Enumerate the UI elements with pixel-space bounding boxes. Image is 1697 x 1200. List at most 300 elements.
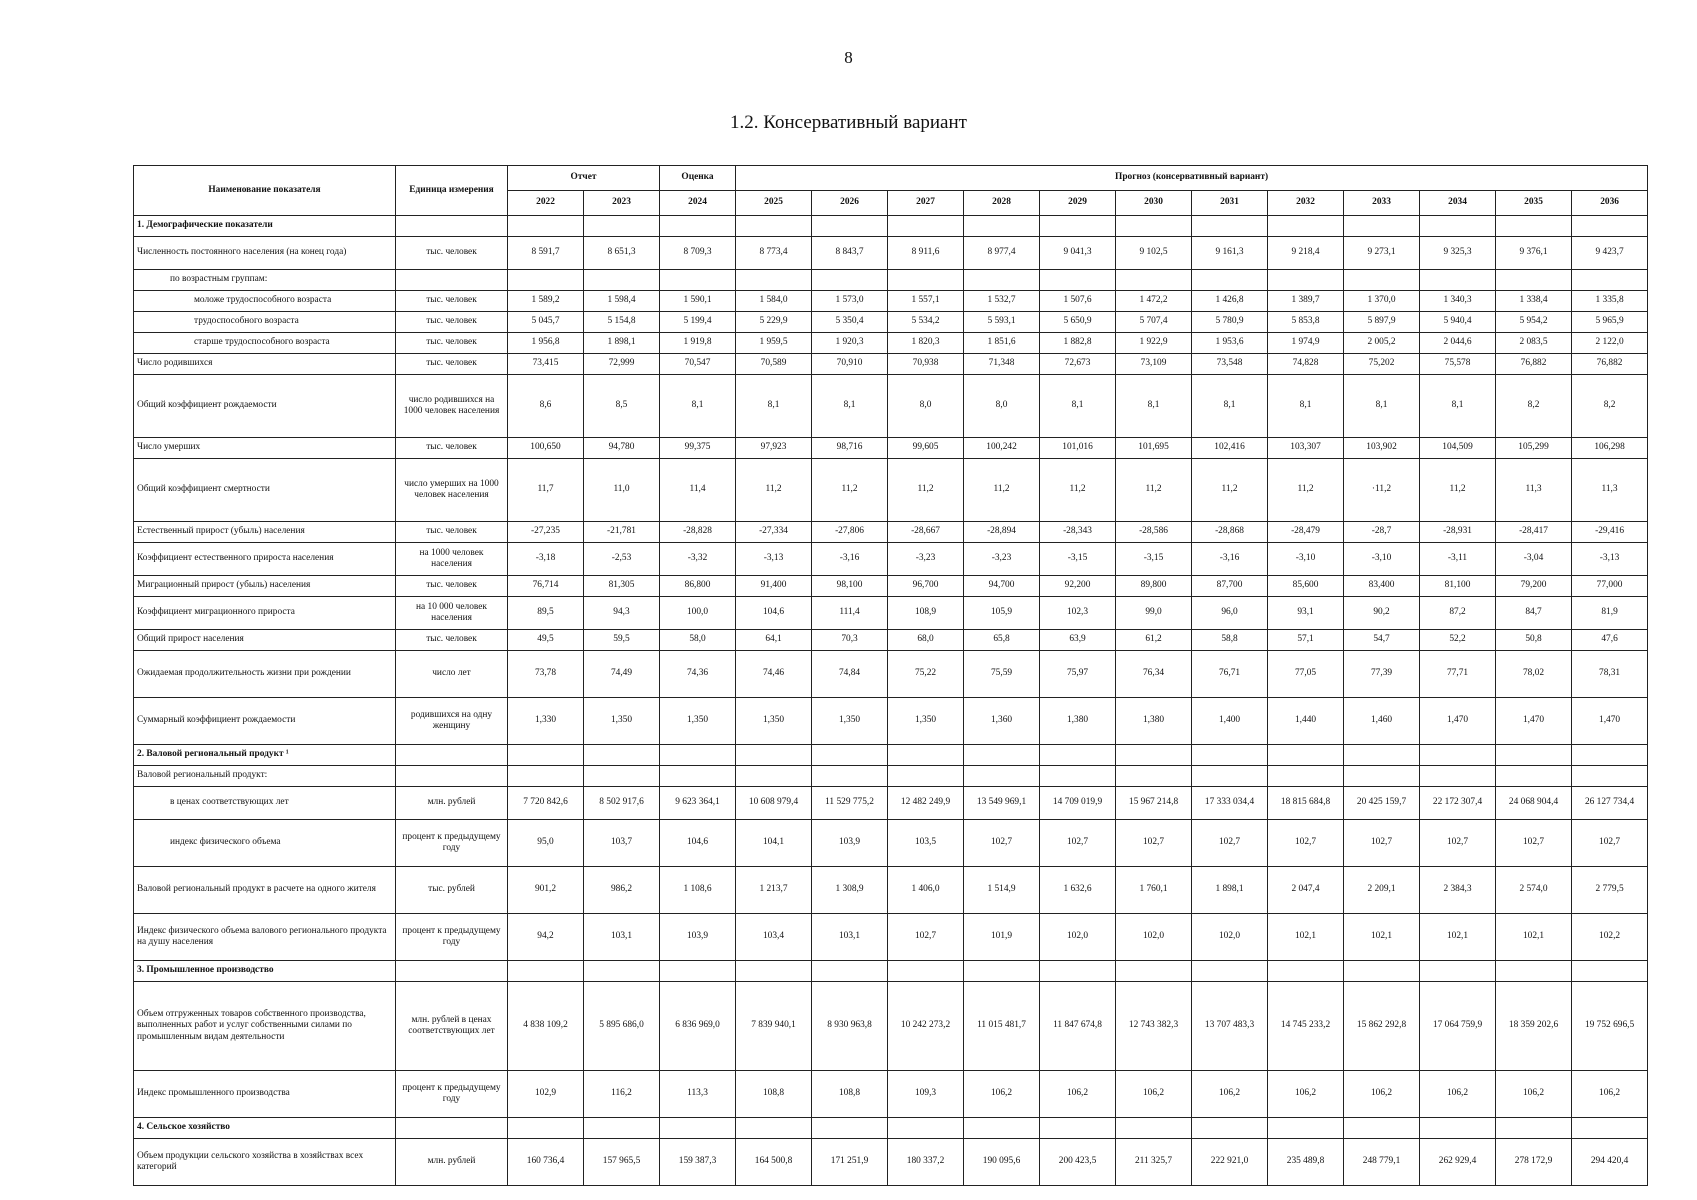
value-cell xyxy=(1496,1118,1572,1139)
value-cell: 1 370,0 xyxy=(1344,291,1420,312)
value-cell: -3,13 xyxy=(1572,543,1648,576)
value-cell: 8,1 xyxy=(1116,375,1192,438)
value-cell: 98,100 xyxy=(812,576,888,597)
indicator-name: Общий коэффициент смертности xyxy=(134,459,396,522)
value-cell: 8,2 xyxy=(1572,375,1648,438)
value-cell: 9 218,4 xyxy=(1268,237,1344,270)
table-row xyxy=(134,787,1648,820)
value-cell xyxy=(1420,961,1496,982)
header-year: 2033 xyxy=(1344,191,1420,216)
value-cell: 5 534,2 xyxy=(888,312,964,333)
value-cell: 1,360 xyxy=(964,698,1040,745)
value-cell: 294 420,4 xyxy=(1572,1139,1648,1186)
value-cell: 102,1 xyxy=(1268,914,1344,961)
value-cell xyxy=(888,270,964,291)
value-cell: 94,2 xyxy=(508,914,584,961)
value-cell: 18 359 202,6 xyxy=(1496,982,1572,1071)
table-row xyxy=(134,270,1648,291)
value-cell: 15 967 214,8 xyxy=(1116,787,1192,820)
indicator-name: по возрастным группам: xyxy=(134,270,396,291)
value-cell: 74,84 xyxy=(812,651,888,698)
value-cell xyxy=(1192,766,1268,787)
value-cell: 106,2 xyxy=(1344,1071,1420,1118)
value-cell: 8,1 xyxy=(1040,375,1116,438)
value-cell: 1,380 xyxy=(1040,698,1116,745)
indicator-name: Суммарный коэффициент рождаемости xyxy=(134,698,396,745)
value-cell: 1 108,6 xyxy=(660,867,736,914)
unit-cell xyxy=(396,270,508,291)
value-cell: 64,1 xyxy=(736,630,812,651)
value-cell xyxy=(1344,745,1420,766)
indicator-name: Численность постоянного населения (на конец года) xyxy=(134,237,396,270)
value-cell: 108,9 xyxy=(888,597,964,630)
value-cell: 102,7 xyxy=(1192,820,1268,867)
value-cell: 1,470 xyxy=(1420,698,1496,745)
value-cell: 1,440 xyxy=(1268,698,1344,745)
unit-cell: тыс. человек xyxy=(396,630,508,651)
value-cell: 9 102,5 xyxy=(1116,237,1192,270)
value-cell: -3,10 xyxy=(1344,543,1420,576)
value-cell xyxy=(1420,216,1496,237)
value-cell: 8,2 xyxy=(1496,375,1572,438)
value-cell: 91,400 xyxy=(736,576,812,597)
value-cell: -3,15 xyxy=(1116,543,1192,576)
indicator-name: Коэффициент естественного прироста населения xyxy=(134,543,396,576)
table-row xyxy=(134,237,1648,270)
value-cell: 5 897,9 xyxy=(1344,312,1420,333)
value-cell: 8,1 xyxy=(1268,375,1344,438)
table-row xyxy=(134,651,1648,698)
value-cell xyxy=(1116,745,1192,766)
value-cell xyxy=(888,745,964,766)
value-cell: 24 068 904,4 xyxy=(1496,787,1572,820)
value-cell: 103,5 xyxy=(888,820,964,867)
value-cell xyxy=(888,216,964,237)
value-cell xyxy=(736,1118,812,1139)
value-cell: 8 930 963,8 xyxy=(812,982,888,1071)
value-cell: 89,5 xyxy=(508,597,584,630)
value-cell: 102,0 xyxy=(1116,914,1192,961)
table-row xyxy=(134,914,1648,961)
value-cell: 8,0 xyxy=(888,375,964,438)
unit-cell: процент к предыдущему году xyxy=(396,914,508,961)
table-row xyxy=(134,698,1648,745)
header-report: Отчет xyxy=(508,166,660,191)
value-cell: 11,3 xyxy=(1572,459,1648,522)
value-cell: 17 064 759,9 xyxy=(1420,982,1496,1071)
value-cell: 14 709 019,9 xyxy=(1040,787,1116,820)
value-cell: -3,23 xyxy=(964,543,1040,576)
value-cell: 76,714 xyxy=(508,576,584,597)
value-cell: 89,800 xyxy=(1116,576,1192,597)
value-cell xyxy=(1268,270,1344,291)
indicator-name: Общий прирост населения xyxy=(134,630,396,651)
value-cell: 93,1 xyxy=(1268,597,1344,630)
value-cell: -3,11 xyxy=(1420,543,1496,576)
value-cell: 73,548 xyxy=(1192,354,1268,375)
value-cell: 102,1 xyxy=(1420,914,1496,961)
value-cell: 8,0 xyxy=(964,375,1040,438)
table-row xyxy=(134,1071,1648,1118)
value-cell: 103,9 xyxy=(812,820,888,867)
value-cell: 14 745 233,2 xyxy=(1268,982,1344,1071)
value-cell: 8 773,4 xyxy=(736,237,812,270)
value-cell: 87,2 xyxy=(1420,597,1496,630)
section-title: 1. Демографические показатели xyxy=(134,216,396,237)
value-cell xyxy=(1268,1118,1344,1139)
value-cell: 20 425 159,7 xyxy=(1344,787,1420,820)
header-year: 2024 xyxy=(660,191,736,216)
value-cell xyxy=(508,270,584,291)
value-cell xyxy=(660,745,736,766)
table-row xyxy=(134,354,1648,375)
indicator-name: Валовой региональный продукт в расчете на одного жителя xyxy=(134,867,396,914)
unit-cell: млн. рублей xyxy=(396,787,508,820)
value-cell xyxy=(1040,216,1116,237)
value-cell xyxy=(1344,961,1420,982)
value-cell xyxy=(736,745,812,766)
value-cell: 103,1 xyxy=(812,914,888,961)
value-cell xyxy=(1344,1118,1420,1139)
value-cell: 92,200 xyxy=(1040,576,1116,597)
value-cell: 102,7 xyxy=(1344,820,1420,867)
unit-cell: тыс. человек xyxy=(396,333,508,354)
value-cell: -28,479 xyxy=(1268,522,1344,543)
value-cell: 18 815 684,8 xyxy=(1268,787,1344,820)
value-cell xyxy=(1572,270,1648,291)
section-row xyxy=(134,745,1648,766)
value-cell: 1,470 xyxy=(1496,698,1572,745)
value-cell: 11 015 481,7 xyxy=(964,982,1040,1071)
value-cell: 50,8 xyxy=(1496,630,1572,651)
value-cell: 9 423,7 xyxy=(1572,237,1648,270)
value-cell: 11,2 xyxy=(736,459,812,522)
value-cell: 99,605 xyxy=(888,438,964,459)
table-row xyxy=(134,1139,1648,1186)
value-cell: 96,0 xyxy=(1192,597,1268,630)
value-cell xyxy=(1040,1118,1116,1139)
value-cell: 6 836 969,0 xyxy=(660,982,736,1071)
table-body xyxy=(134,216,1648,1186)
value-cell: 11 847 674,8 xyxy=(1040,982,1116,1071)
value-cell xyxy=(1420,766,1496,787)
value-cell: 1 919,8 xyxy=(660,333,736,354)
value-cell: 262 929,4 xyxy=(1420,1139,1496,1186)
value-cell: 157 965,5 xyxy=(584,1139,660,1186)
value-cell xyxy=(1268,745,1344,766)
indicator-name: Объем отгруженных товаров собственного производства, выполненных работ и услуг собственными силами по промышленным видам деятельности xyxy=(134,982,396,1071)
value-cell xyxy=(1420,745,1496,766)
value-cell: 1 598,4 xyxy=(584,291,660,312)
value-cell: 8,1 xyxy=(1420,375,1496,438)
value-cell: 100,650 xyxy=(508,438,584,459)
header-unit: Единица измерения xyxy=(396,166,508,216)
value-cell: 47,6 xyxy=(1572,630,1648,651)
value-cell: 8,1 xyxy=(736,375,812,438)
value-cell: 11,2 xyxy=(1116,459,1192,522)
value-cell xyxy=(1496,270,1572,291)
value-cell: 77,000 xyxy=(1572,576,1648,597)
value-cell xyxy=(1040,745,1116,766)
value-cell: 102,0 xyxy=(1192,914,1268,961)
value-cell: 102,416 xyxy=(1192,438,1268,459)
table-row xyxy=(134,597,1648,630)
value-cell: 102,9 xyxy=(508,1071,584,1118)
value-cell: 70,910 xyxy=(812,354,888,375)
value-cell: 180 337,2 xyxy=(888,1139,964,1186)
value-cell: 94,780 xyxy=(584,438,660,459)
value-cell: 5 895 686,0 xyxy=(584,982,660,1071)
value-cell xyxy=(584,1118,660,1139)
indicator-name: Объем продукции сельского хозяйства в хозяйствах всех категорий xyxy=(134,1139,396,1186)
value-cell xyxy=(1344,270,1420,291)
value-cell: 85,600 xyxy=(1268,576,1344,597)
value-cell xyxy=(584,766,660,787)
value-cell: 106,2 xyxy=(1496,1071,1572,1118)
header-year: 2031 xyxy=(1192,191,1268,216)
value-cell: 1 573,0 xyxy=(812,291,888,312)
unit-cell: на 1000 человек населения xyxy=(396,543,508,576)
section-title: 3. Промышленное производство xyxy=(134,961,396,982)
value-cell: 70,547 xyxy=(660,354,736,375)
value-cell xyxy=(1268,766,1344,787)
value-cell: 1,330 xyxy=(508,698,584,745)
value-cell: 81,100 xyxy=(1420,576,1496,597)
table-row xyxy=(134,459,1648,522)
value-cell: -28,868 xyxy=(1192,522,1268,543)
value-cell: 248 779,1 xyxy=(1344,1139,1420,1186)
value-cell: 108,8 xyxy=(812,1071,888,1118)
value-cell: 75,578 xyxy=(1420,354,1496,375)
value-cell: 101,016 xyxy=(1040,438,1116,459)
value-cell: 81,9 xyxy=(1572,597,1648,630)
value-cell: 15 862 292,8 xyxy=(1344,982,1420,1071)
value-cell: 1 514,9 xyxy=(964,867,1040,914)
value-cell: 11 529 775,2 xyxy=(812,787,888,820)
value-cell: 87,700 xyxy=(1192,576,1268,597)
value-cell: 11,2 xyxy=(964,459,1040,522)
value-cell: 74,828 xyxy=(1268,354,1344,375)
value-cell: 57,1 xyxy=(1268,630,1344,651)
value-cell: 5 707,4 xyxy=(1116,312,1192,333)
value-cell: 1 959,5 xyxy=(736,333,812,354)
value-cell: 11,2 xyxy=(1268,459,1344,522)
value-cell: 1,350 xyxy=(584,698,660,745)
value-cell: 1 953,6 xyxy=(1192,333,1268,354)
value-cell xyxy=(1040,766,1116,787)
value-cell xyxy=(584,270,660,291)
value-cell: 94,700 xyxy=(964,576,1040,597)
value-cell xyxy=(1040,961,1116,982)
indicator-name: Естественный прирост (убыль) населения xyxy=(134,522,396,543)
value-cell xyxy=(964,270,1040,291)
header-estimate: Оценка xyxy=(660,166,736,191)
unit-cell xyxy=(396,1118,508,1139)
value-cell xyxy=(1496,745,1572,766)
value-cell: -28,894 xyxy=(964,522,1040,543)
value-cell: 5 350,4 xyxy=(812,312,888,333)
value-cell: 1 532,7 xyxy=(964,291,1040,312)
value-cell: 11,7 xyxy=(508,459,584,522)
header-year: 2035 xyxy=(1496,191,1572,216)
value-cell: 104,6 xyxy=(736,597,812,630)
value-cell xyxy=(1572,1118,1648,1139)
value-cell: 96,700 xyxy=(888,576,964,597)
value-cell: 61,2 xyxy=(1116,630,1192,651)
value-cell: -28,586 xyxy=(1116,522,1192,543)
value-cell: 73,109 xyxy=(1116,354,1192,375)
header-year: 2028 xyxy=(964,191,1040,216)
value-cell: 76,71 xyxy=(1192,651,1268,698)
value-cell: 5 965,9 xyxy=(1572,312,1648,333)
indicator-name: Индекс промышленного производства xyxy=(134,1071,396,1118)
value-cell: -3,23 xyxy=(888,543,964,576)
value-cell: 65,8 xyxy=(964,630,1040,651)
value-cell: 102,7 xyxy=(964,820,1040,867)
value-cell: 78,02 xyxy=(1496,651,1572,698)
value-cell: -28,417 xyxy=(1496,522,1572,543)
unit-cell: процент к предыдущему году xyxy=(396,820,508,867)
value-cell: 2 005,2 xyxy=(1344,333,1420,354)
value-cell: 103,7 xyxy=(584,820,660,867)
value-cell: 1 760,1 xyxy=(1116,867,1192,914)
value-cell: 100,0 xyxy=(660,597,736,630)
value-cell: 77,05 xyxy=(1268,651,1344,698)
value-cell: 70,3 xyxy=(812,630,888,651)
value-cell: 10 608 979,4 xyxy=(736,787,812,820)
unit-cell xyxy=(396,216,508,237)
value-cell: 74,36 xyxy=(660,651,736,698)
header-year: 2030 xyxy=(1116,191,1192,216)
value-cell: 1 898,1 xyxy=(584,333,660,354)
value-cell xyxy=(964,745,1040,766)
unit-cell: на 10 000 человек населения xyxy=(396,597,508,630)
value-cell: 5 045,7 xyxy=(508,312,584,333)
value-cell: 160 736,4 xyxy=(508,1139,584,1186)
value-cell: 5 780,9 xyxy=(1192,312,1268,333)
value-cell: 1 584,0 xyxy=(736,291,812,312)
table-row xyxy=(134,438,1648,459)
value-cell: 235 489,8 xyxy=(1268,1139,1344,1186)
value-cell: 2 384,3 xyxy=(1420,867,1496,914)
header-name: Наименование показателя xyxy=(134,166,396,216)
table-row xyxy=(134,312,1648,333)
value-cell xyxy=(812,216,888,237)
value-cell: 75,202 xyxy=(1344,354,1420,375)
value-cell: 1 882,8 xyxy=(1040,333,1116,354)
value-cell: 76,34 xyxy=(1116,651,1192,698)
value-cell: 22 172 307,4 xyxy=(1420,787,1496,820)
value-cell: 78,31 xyxy=(1572,651,1648,698)
value-cell: 104,509 xyxy=(1420,438,1496,459)
value-cell: 101,695 xyxy=(1116,438,1192,459)
table-row xyxy=(134,576,1648,597)
header-year: 2023 xyxy=(584,191,660,216)
value-cell: 1 922,9 xyxy=(1116,333,1192,354)
value-cell: 75,59 xyxy=(964,651,1040,698)
unit-cell: тыс. человек xyxy=(396,354,508,375)
value-cell: 1,350 xyxy=(736,698,812,745)
value-cell: 102,7 xyxy=(1572,820,1648,867)
unit-cell: тыс. человек xyxy=(396,237,508,270)
value-cell: 1,380 xyxy=(1116,698,1192,745)
header-year: 2032 xyxy=(1268,191,1344,216)
value-cell: 81,305 xyxy=(584,576,660,597)
value-cell: ·11,2 xyxy=(1344,459,1420,522)
value-cell: 1,350 xyxy=(888,698,964,745)
value-cell: 84,7 xyxy=(1496,597,1572,630)
value-cell: 1 213,7 xyxy=(736,867,812,914)
value-cell: 111,4 xyxy=(812,597,888,630)
value-cell xyxy=(660,961,736,982)
value-cell: 102,1 xyxy=(1496,914,1572,961)
header-year: 2034 xyxy=(1420,191,1496,216)
indicator-name: Миграционный прирост (убыль) населения xyxy=(134,576,396,597)
value-cell: 76,882 xyxy=(1496,354,1572,375)
value-cell xyxy=(736,270,812,291)
indicator-name: Валовой региональный продукт: xyxy=(134,766,396,787)
value-cell: 1 338,4 xyxy=(1496,291,1572,312)
unit-cell: процент к предыдущему году xyxy=(396,1071,508,1118)
value-cell: 106,2 xyxy=(1116,1071,1192,1118)
value-cell: 19 752 696,5 xyxy=(1572,982,1648,1071)
value-cell: 70,938 xyxy=(888,354,964,375)
indicator-name: моложе трудоспособного возраста xyxy=(134,291,396,312)
value-cell: 74,46 xyxy=(736,651,812,698)
value-cell: 10 242 273,2 xyxy=(888,982,964,1071)
section-row xyxy=(134,961,1648,982)
section-row xyxy=(134,216,1648,237)
value-cell xyxy=(736,766,812,787)
value-cell: 1 820,3 xyxy=(888,333,964,354)
value-cell: 2 122,0 xyxy=(1572,333,1648,354)
value-cell: 95,0 xyxy=(508,820,584,867)
indicator-name: Число родившихся xyxy=(134,354,396,375)
value-cell: 113,3 xyxy=(660,1071,736,1118)
value-cell xyxy=(508,766,584,787)
value-cell: 58,0 xyxy=(660,630,736,651)
value-cell: 106,2 xyxy=(1420,1071,1496,1118)
value-cell: 222 921,0 xyxy=(1192,1139,1268,1186)
value-cell xyxy=(1572,961,1648,982)
value-cell: 97,923 xyxy=(736,438,812,459)
value-cell: 54,7 xyxy=(1344,630,1420,651)
value-cell xyxy=(1268,961,1344,982)
value-cell: 102,7 xyxy=(1496,820,1572,867)
value-cell: 8 591,7 xyxy=(508,237,584,270)
value-cell xyxy=(1040,270,1116,291)
value-cell: 73,415 xyxy=(508,354,584,375)
value-cell: -2,53 xyxy=(584,543,660,576)
table-row xyxy=(134,630,1648,651)
value-cell: 2 209,1 xyxy=(1344,867,1420,914)
value-cell: 4 838 109,2 xyxy=(508,982,584,1071)
value-cell: 1 974,9 xyxy=(1268,333,1344,354)
value-cell: 26 127 734,4 xyxy=(1572,787,1648,820)
indicator-name: Коэффициент миграционного прироста xyxy=(134,597,396,630)
value-cell xyxy=(1116,216,1192,237)
value-cell: 1 851,6 xyxy=(964,333,1040,354)
value-cell: 103,1 xyxy=(584,914,660,961)
value-cell: 90,2 xyxy=(1344,597,1420,630)
value-cell xyxy=(888,766,964,787)
value-cell: 17 333 034,4 xyxy=(1192,787,1268,820)
value-cell: 73,78 xyxy=(508,651,584,698)
indicator-name: Число умерших xyxy=(134,438,396,459)
value-cell xyxy=(812,961,888,982)
value-cell: 11,4 xyxy=(660,459,736,522)
value-cell: -29,416 xyxy=(1572,522,1648,543)
